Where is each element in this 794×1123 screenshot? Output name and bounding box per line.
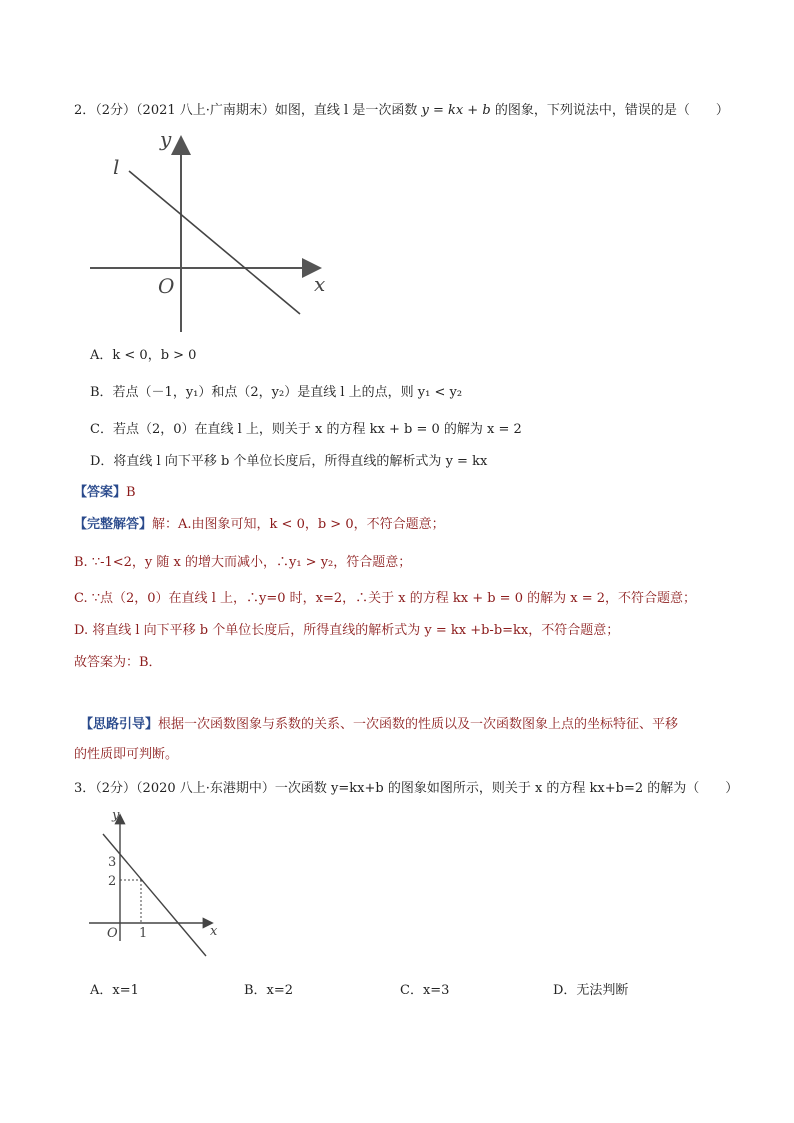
answer-tag: 【答案】 <box>74 485 127 500</box>
q2-solution-line-1 <box>74 516 445 534</box>
q2-option-b[interactable]: B．若点（－1，y₁）和点（2，y₂）是直线 l 上的点，则 y₁ < y₂ <box>90 385 463 400</box>
q2-hint-line-2: 的性质即可判断。 <box>74 747 179 762</box>
q2-solution-line-3: C. ∵点（2，0）在直线 l 上，∴y=0 时，x=2，∴关于 x 的方程 kx + b = 0 的解为 x = 2，不符合题意； <box>74 591 696 606</box>
q2-line-l <box>129 171 300 314</box>
q3-option-c[interactable]: C．x=3 <box>400 983 450 998</box>
q2-stem <box>74 102 729 120</box>
q2-label-l: l <box>113 155 120 179</box>
q2-graph <box>85 125 335 340</box>
q2-label-x: x <box>314 272 326 296</box>
q2-label-y: y <box>160 127 172 151</box>
q2-stem-formula: y = kx + b <box>421 103 491 118</box>
q3-tick-3: 3 <box>108 855 117 870</box>
q3-label-x: x <box>210 924 218 939</box>
q2-answer <box>74 484 136 502</box>
q2-option-d[interactable]: D．将直线 l 向下平移 b 个单位长度后，所得直线的解析式为 y = kx <box>90 454 488 469</box>
q2-label-origin: O <box>158 274 175 298</box>
hint-tag: 【思路引导】 <box>80 717 159 732</box>
q3-option-b[interactable]: B．x=2 <box>244 983 294 998</box>
q3-option-a[interactable]: A．x=1 <box>90 983 139 998</box>
q2-stem-post: 的图象，下列说法中，错误的是（ ） <box>494 103 729 118</box>
q2-stem-pre: 2．（2分）（2021 八上·广南期末）如图，直线 l 是一次函数 <box>74 103 418 118</box>
q3-option-d[interactable]: D．无法判断 <box>553 983 629 998</box>
hint-text-1: 根据一次函数图象与系数的关系、一次函数的性质以及一次函数图象上点的坐标特征、平移 <box>158 717 679 732</box>
q3-tick-2: 2 <box>108 874 117 889</box>
q2-solution-line-2: B. ∵-1<2，y 随 x 的增大而减小，∴y₁ > y₂，符合题意； <box>74 555 412 570</box>
q2-hint-line-1 <box>80 716 678 734</box>
answer-value: B <box>126 485 136 500</box>
q3-label-origin: O <box>107 926 118 941</box>
q3-label-y: y <box>112 808 120 823</box>
q3-graph <box>85 806 225 966</box>
q3-stem: 3．（2分）（2020 八上·东港期中）一次函数 y=kx+b 的图象如图所示，则关于 x 的方程 kx+b=2 的解为（ ） <box>74 781 739 796</box>
q2-solution-line-4: D. 将直线 l 向下平移 b 个单位长度后，所得直线的解析式为 y = kx +b-b=kx，不符合题意； <box>74 623 620 638</box>
q3-line <box>103 834 206 956</box>
q2-solution-line-5: 故答案为：B． <box>74 655 162 670</box>
q2-option-a[interactable]: A．k < 0，b > 0 <box>90 348 197 363</box>
q2-option-c[interactable]: C．若点（2，0）在直线 l 上，则关于 x 的方程 kx + b = 0 的解为 x = 2 <box>90 422 522 437</box>
solution-tag: 【完整解答】 <box>74 517 153 532</box>
q3-tick-1: 1 <box>139 926 148 941</box>
solution-text-1: 解：A.由图象可知，k < 0，b > 0，不符合题意； <box>152 517 445 532</box>
